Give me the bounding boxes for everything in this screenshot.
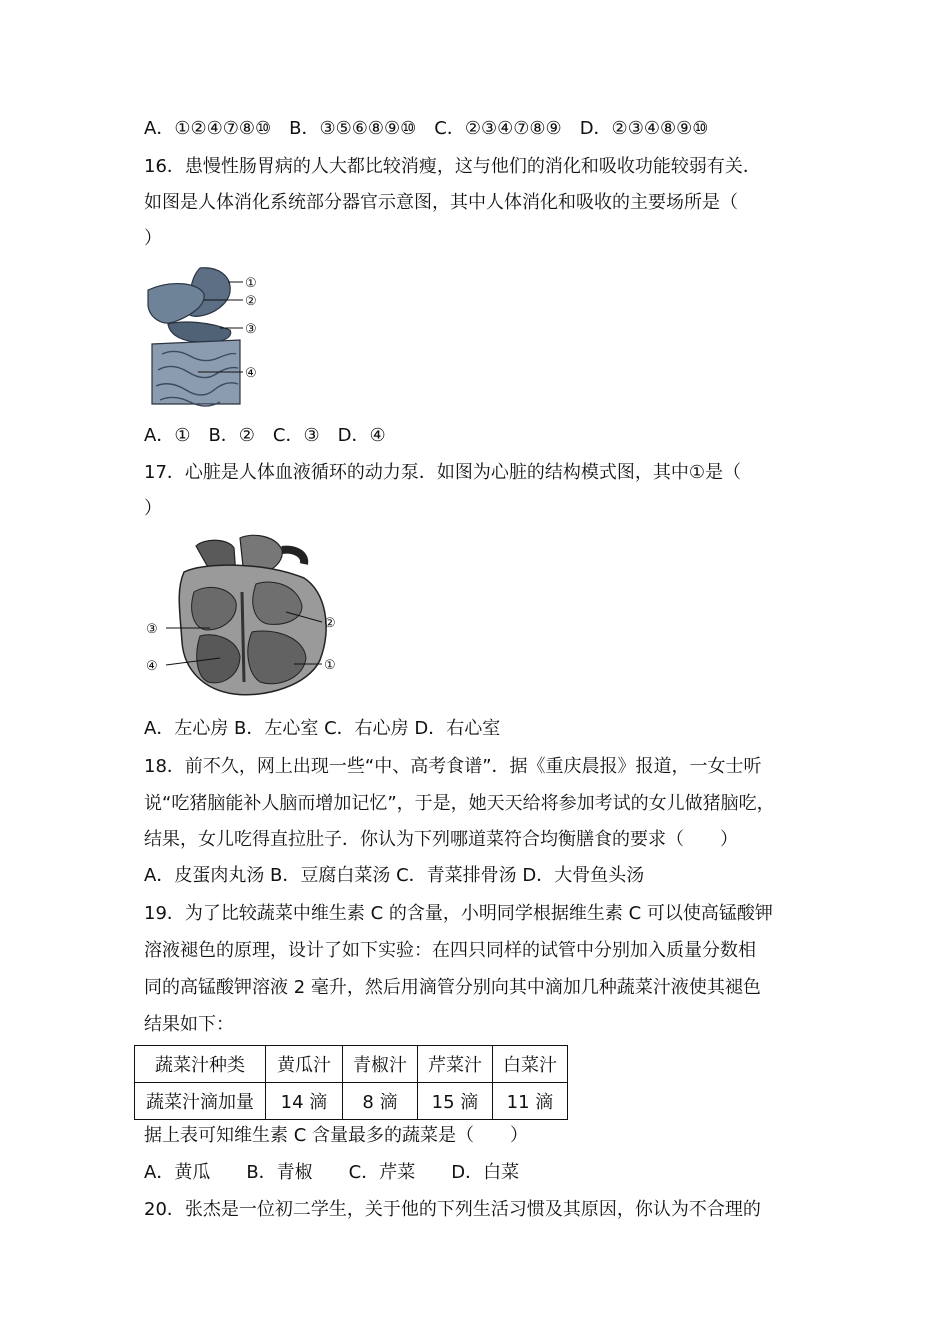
q16-stem-line2: 如图是人体消化系统部分器官示意图，其中人体消化和吸收的主要场所是（: [144, 192, 738, 213]
table-cell: 青椒汁: [343, 1046, 418, 1083]
heart-label-4: ④: [146, 659, 158, 674]
table-cell: 蔬菜汁滴加量: [135, 1083, 266, 1120]
q19-stem-line4: 结果如下：: [144, 1014, 234, 1035]
q19-stem-line1: 19．为了比较蔬菜中维生素 C 的含量，小明同学根据维生素 C 可以使高锰酸钾: [144, 903, 773, 924]
heart-label-1: ①: [324, 658, 336, 673]
digestive-label-1: ①: [245, 276, 257, 291]
table-cell: 8 滴: [343, 1083, 418, 1120]
table-cell: 白菜汁: [493, 1046, 568, 1083]
heart-structure-diagram: [144, 532, 344, 697]
digestive-system-diagram: [140, 262, 270, 410]
q17-options: A．左心房 B．左心室 C．右心房 D．右心室: [144, 718, 501, 739]
table-cell: 芹菜汁: [418, 1046, 493, 1083]
q18-stem-line2: 说“吃猪脑能补人脑而增加记忆”，于是，她天天给将参加考试的女儿做猪脑吃，: [144, 793, 775, 814]
q18-stem-line1: 18．前不久，网上出现一些“中、高考食谱”．据《重庆晨报》报道，一女士听: [144, 756, 762, 777]
table-cell: 14 滴: [266, 1083, 343, 1120]
q16-stem-line1: 16．患慢性肠胃病的人大都比较消瘦，这与他们的消化和吸收功能较弱有关．: [144, 156, 761, 177]
q19-question: 据上表可知维生素 C 含量最多的蔬菜是（ ）: [144, 1125, 529, 1146]
q18-stem-line3: 结果，女儿吃得直拉肚子．你认为下列哪道菜符合均衡膳食的要求（ ）: [144, 829, 738, 850]
digestive-label-2: ②: [245, 294, 257, 309]
q20-stem-line1: 20．张杰是一位初二学生，关于他的下列生活习惯及其原因，你认为不合理的: [144, 1199, 761, 1220]
table-cell: 15 滴: [418, 1083, 493, 1120]
table-cell: 11 滴: [493, 1083, 568, 1120]
q17-stem-line1: 17．心脏是人体血液循环的动力泵．如图为心脏的结构模式图，其中①是（: [144, 462, 742, 483]
q18-options: A．皮蛋肉丸汤 B．豆腐白菜汤 C．青菜排骨汤 D．大骨鱼头汤: [144, 865, 645, 886]
q15-options: A．①②④⑦⑧⑩ B．③⑤⑥⑧⑨⑩ C．②③④⑦⑧⑨ D．②③④⑧⑨⑩: [144, 118, 709, 139]
q19-stem-line3: 同的高锰酸钾溶液 2 毫升，然后用滴管分别向其中滴加几种蔬菜汁液使其褪色: [144, 977, 761, 998]
q16-stem-line3: ）: [144, 228, 162, 249]
q19-stem-line2: 溶液褪色的原理，设计了如下实验：在四只同样的试管中分别加入质量分数相: [144, 940, 756, 961]
heart-label-2: ②: [324, 616, 336, 631]
heart-label-3: ③: [146, 622, 158, 637]
q17-stem-line2: ）: [144, 498, 162, 519]
q16-options: A．① B．② C．③ D．④: [144, 425, 386, 446]
table-cell: 黄瓜汁: [266, 1046, 343, 1083]
table-cell: 蔬菜汁种类: [135, 1046, 266, 1083]
digestive-label-3: ③: [245, 322, 257, 337]
table-row: [135, 1083, 568, 1120]
q19-options: A．黄瓜 B．青椒 C．芹菜 D．白菜: [144, 1162, 520, 1183]
digestive-label-4: ④: [245, 366, 257, 381]
vegetable-juice-table: [134, 1045, 568, 1120]
table-header-row: [135, 1046, 568, 1083]
